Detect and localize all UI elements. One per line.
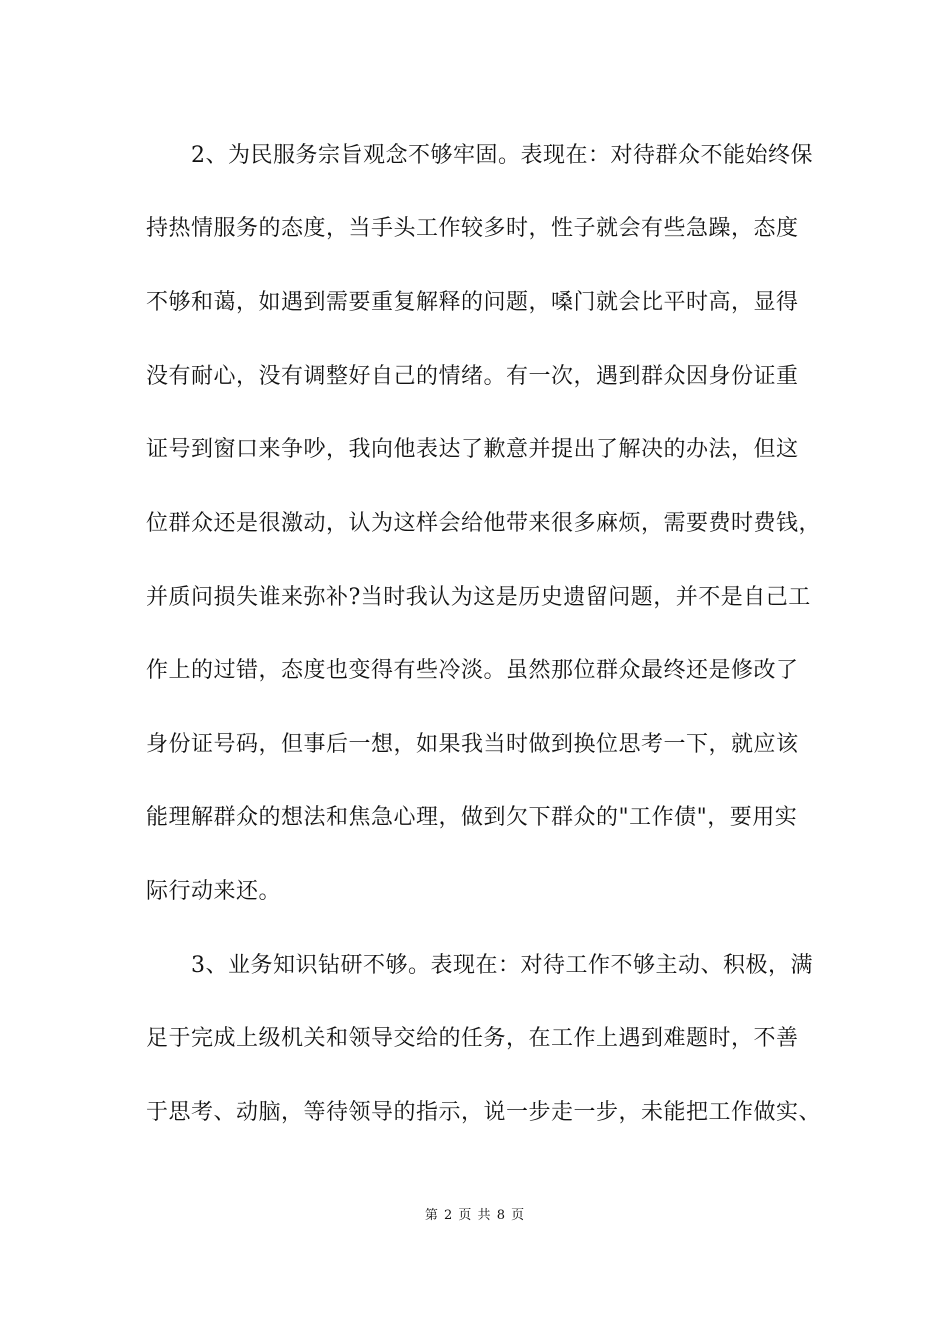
- paragraph-line: 位群众还是很激动，认为这样会给他带来很多麻烦，需要费时费钱，: [146, 511, 822, 536]
- paragraph-line: 并质问损失谁来弥补?当时我认为这是历史遗留问题，并不是自己工: [146, 585, 811, 610]
- paragraph-line: 3、业务知识钻研不够。表现在：对待工作不够主动、积极，满: [146, 953, 813, 978]
- paragraph-line: 证号到窗口来争吵，我向他表达了歉意并提出了解决的办法，但这: [146, 437, 799, 462]
- paragraph-line: 持热情服务的态度，当手头工作较多时，性子就会有些急躁，态度: [146, 216, 799, 241]
- paragraph-line: 际行动来还。: [146, 879, 282, 904]
- paragraph-line: 于思考、动脑，等待领导的指示，说一步走一步，未能把工作做实、: [146, 1100, 822, 1125]
- paragraph-line: 足于完成上级机关和领导交给的任务，在工作上遇到难题时，不善: [146, 1026, 799, 1051]
- paragraph-line: 不够和蔼，如遇到需要重复解释的问题，嗓门就会比平时高，显得: [146, 290, 799, 315]
- paragraph-line: 身份证号码，但事后一想，如果我当时做到换位思考一下，就应该: [146, 732, 799, 757]
- page-number-footer: 第 2 页 共 8 页: [424, 1208, 526, 1223]
- paragraph-line: 2、为民服务宗旨观念不够牢固。表现在：对待群众不能始终保: [146, 143, 813, 168]
- paragraph-line: 作上的过错，态度也变得有些冷淡。虽然那位群众最终还是修改了: [146, 658, 799, 683]
- paragraph-line: 能理解群众的想法和焦急心理，做到欠下群众的"工作债"，要用实: [146, 805, 798, 830]
- paragraph-line: 没有耐心，没有调整好自己的情绪。有一次，遇到群众因身份证重: [146, 364, 799, 389]
